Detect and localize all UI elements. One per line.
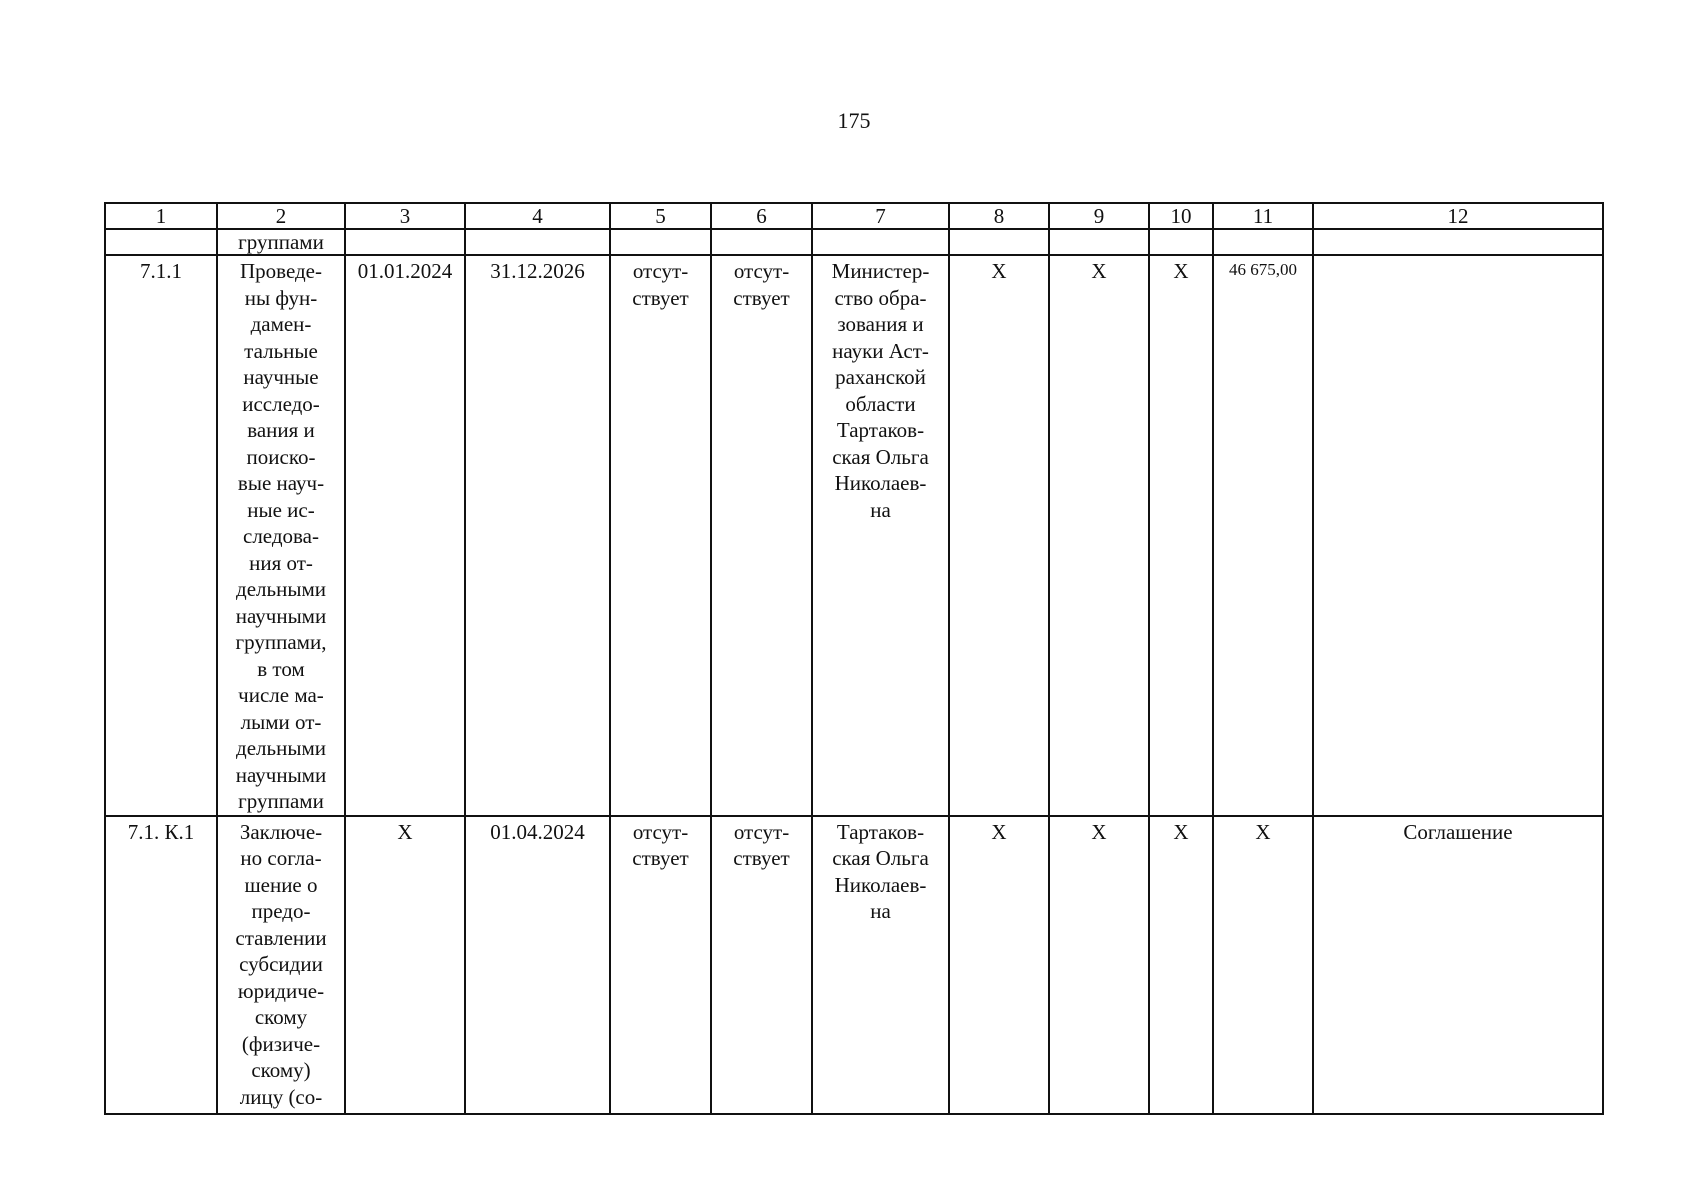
responsible: Министер- ство обра- зования и науки Аст- раханской области Тартаков- ская Ольга Николаев- на (812, 255, 949, 816)
page-number: 175 (837, 108, 871, 133)
column-header: 4 (465, 203, 610, 229)
column-header: 3 (345, 203, 465, 229)
col10-value: X (1149, 255, 1213, 816)
table-cell (105, 229, 217, 255)
column-header: 9 (1049, 203, 1149, 229)
col10-value: X (1149, 816, 1213, 1114)
col5-value: отсут- ствует (610, 255, 711, 816)
table-row (105, 816, 1603, 1114)
col6-value: отсут- ствует (711, 816, 812, 1114)
column-header: 11 (1213, 203, 1313, 229)
col9-value: X (1049, 255, 1149, 816)
col11-value: X (1213, 816, 1313, 1114)
row-code: 7.1.1 (105, 255, 217, 816)
col9-value: X (1049, 816, 1149, 1114)
table-cell (610, 229, 711, 255)
column-header: 10 (1149, 203, 1213, 229)
column-header: 12 (1313, 203, 1603, 229)
end-date: 01.04.2024 (465, 816, 610, 1114)
col5-value: отсут- ствует (610, 816, 711, 1114)
column-header: 7 (812, 203, 949, 229)
column-header: 2 (217, 203, 345, 229)
table-cell (1313, 229, 1603, 255)
table-cell (711, 229, 812, 255)
table-cell (1213, 229, 1313, 255)
continuation-text: группами (217, 229, 345, 255)
table-row (105, 255, 1603, 816)
start-date: X (345, 816, 465, 1114)
table-cell (812, 229, 949, 255)
column-header: 1 (105, 203, 217, 229)
document-table (104, 202, 1604, 1115)
row-name: Проведе- ны фун- дамен- тальные научные исследо- вания и поиско- вые науч- ные ис- следова- ния от- дельными научными группами, в том числе ма- лыми от- дельными научными группами (217, 255, 345, 816)
table-cell (1049, 229, 1149, 255)
column-header: 6 (711, 203, 812, 229)
continuation-row (105, 229, 1603, 255)
column-number-row (105, 203, 1603, 229)
table-cell (345, 229, 465, 255)
end-date: 31.12.2026 (465, 255, 610, 816)
table-cell (465, 229, 610, 255)
col8-value: X (949, 255, 1049, 816)
col6-value: отсут- ствует (711, 255, 812, 816)
column-header: 8 (949, 203, 1049, 229)
column-header: 5 (610, 203, 711, 229)
row-code: 7.1. К.1 (105, 816, 217, 1114)
col12-value (1313, 255, 1603, 816)
table-cell (1149, 229, 1213, 255)
table-cell (949, 229, 1049, 255)
responsible: Тартаков- ская Ольга Николаев- на (812, 816, 949, 1114)
col8-value: X (949, 816, 1049, 1114)
start-date: 01.01.2024 (345, 255, 465, 816)
amount-value: 46 675,00 (1213, 255, 1313, 816)
col12-value: Соглашение (1313, 816, 1603, 1114)
row-name: Заключе- но согла- шение о предо- ставлении субсидии юридиче- скому (физиче- скому) лицу (со- (217, 816, 345, 1114)
